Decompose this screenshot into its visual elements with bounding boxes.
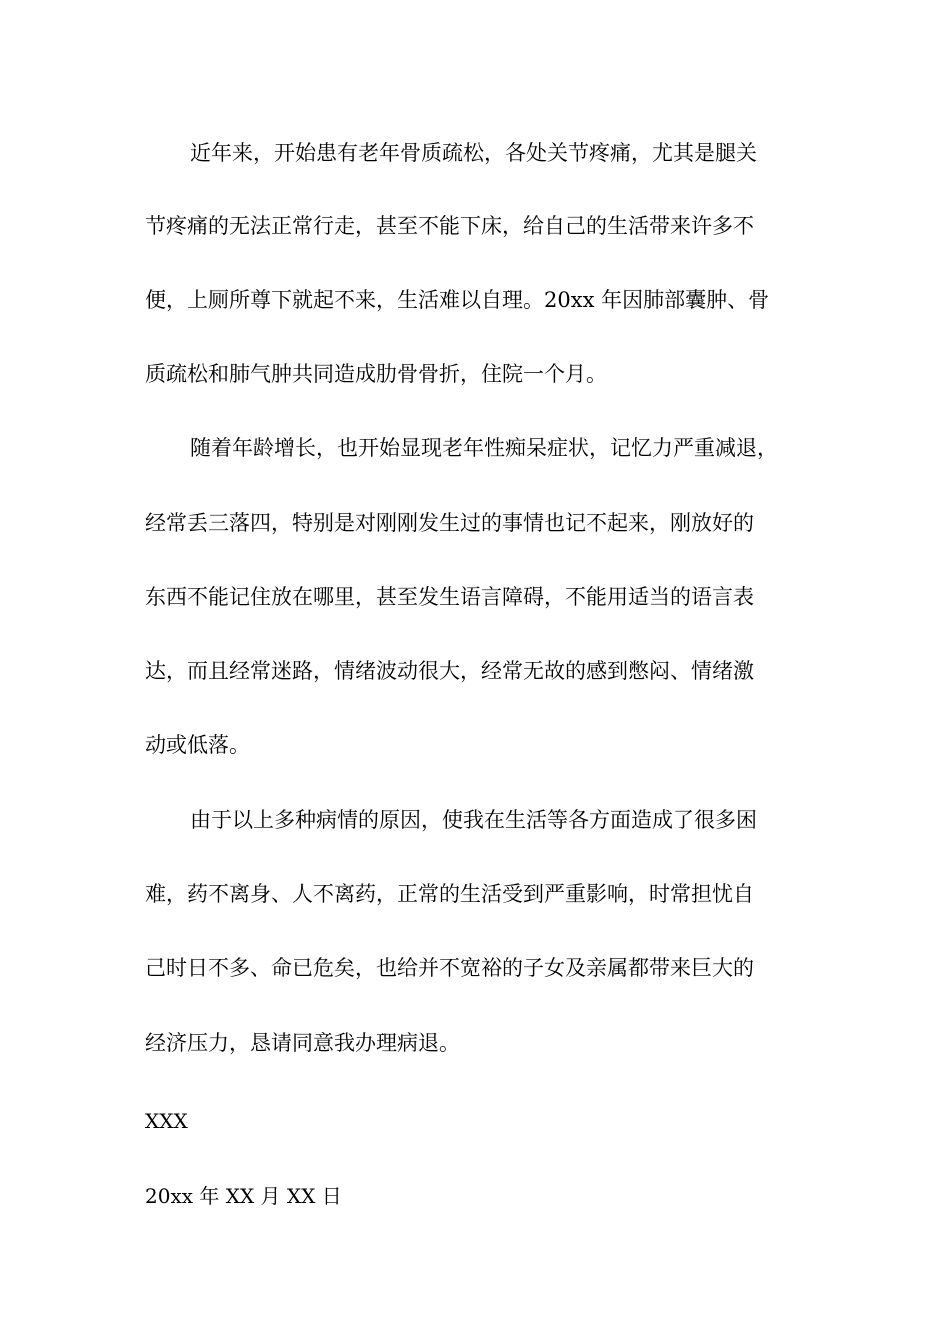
paragraph-1-line-3: 便，上厕所尊下就起不来，生活难以自理。20xx 年因肺部囊肿、骨 <box>145 288 770 312</box>
paragraph-3-line-3: 己时日不多、命已危矣，也给并不宽裕的子女及亲属都带来巨大的 <box>145 956 754 980</box>
paragraph-3-line-1: 由于以上多种病情的原因，使我在生活等各方面造成了很多困 <box>190 808 757 832</box>
paragraph-3-line-2: 难，药不离身、人不离药，正常的生活受到严重影响，时常担忧自 <box>145 882 754 906</box>
paragraph-1-line-4: 质疏松和肺气肿共同造成肋骨骨折，住院一个月。 <box>145 362 607 386</box>
paragraph-2-line-2: 经常丢三落四，特别是对刚刚发生过的事情也记不起来，刚放好的 <box>145 511 754 535</box>
paragraph-2-line-4: 达，而且经常迷路，情绪波动很大，经常无故的感到憋闷、情绪激 <box>145 659 754 683</box>
paragraph-3-line-4: 经济压力，恳请同意我办理病退。 <box>145 1031 460 1055</box>
paragraph-1-line-2: 节疼痛的无法正常行走，甚至不能下床，给自己的生活带来许多不 <box>145 214 754 238</box>
paragraph-2-line-3: 东西不能记住放在哪里，甚至发生语言障碍，不能用适当的语言表 <box>145 585 754 609</box>
paragraph-1-line-1: 近年来，开始患有老年骨质疏松，各处关节疼痛，尤其是腿关 <box>190 141 757 165</box>
signature-date: 20xx 年 XX 月 XX 日 <box>145 1184 342 1208</box>
signature-name: XXX <box>145 1109 188 1133</box>
paragraph-2-line-5: 动或低落。 <box>145 733 250 757</box>
paragraph-2-line-1: 随着年龄增长，也开始显现老年性痴呆症状，记忆力严重减退， <box>190 436 778 460</box>
